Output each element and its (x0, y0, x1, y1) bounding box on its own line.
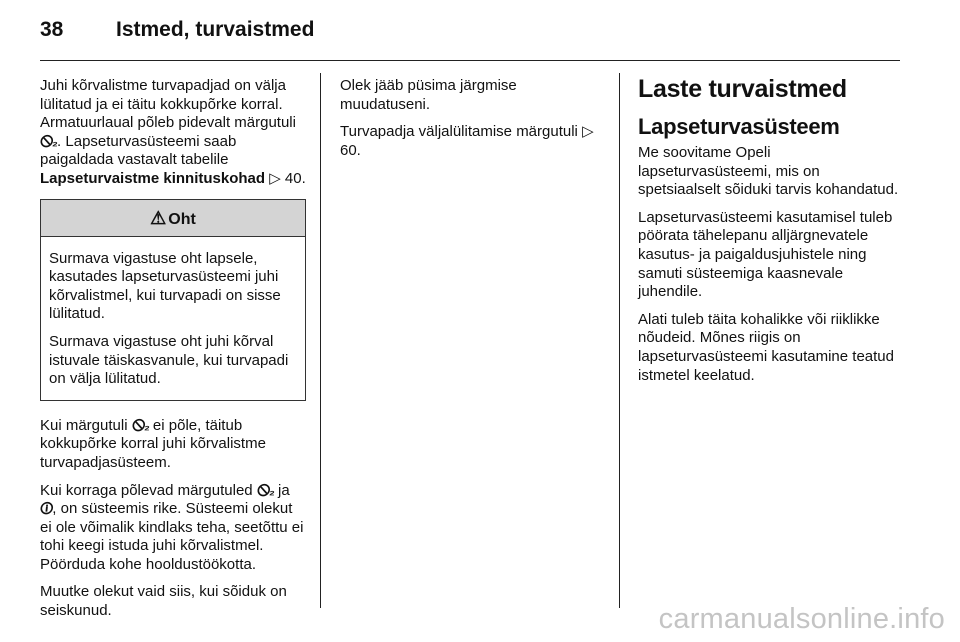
section-heading: Laste turvaistmed (638, 75, 847, 103)
warning-body (41, 237, 305, 400)
warning-triangle-icon: ⚠ (150, 207, 167, 228)
airbag-on-icon: 🛈 (39, 501, 54, 517)
paragraph: Me soovitame Opeli lapseturvasüsteemi, mis on spetsiaalselt sõiduki tarvis kohandatud. (638, 144, 899, 199)
column-2 (340, 77, 606, 169)
paragraph: Muutke olekut vaid siis, kui sõiduk on seiskunud. (40, 583, 287, 620)
column-3 (638, 77, 904, 394)
column-1 (40, 77, 306, 630)
airbag-off-icon: 🛇₂ (131, 417, 150, 433)
warning-box (40, 199, 306, 401)
column-divider-1 (320, 73, 321, 608)
paragraph: Juhi kõrvalistme turvapadjad on välja lülitatud ja ei täitu kokkupõrke korral. Armatuurlaual põleb pidevalt märgutuli 🛇₂. Lapseturvasüsteemi saab paigaldada vastavalt tabelile Lapseturvaistme kinnituskohad ▷ 40. (39, 77, 306, 187)
warning-text: Surmava vigastuse oht lapsele, kasutades lapseturvasüsteemi juhi kõrvalistmel, kui turvapadi on sisse lülitatud. (49, 249, 281, 323)
page-header (40, 18, 314, 42)
page-title: Istmed, turvaistmed (116, 18, 315, 41)
warning-title: Oht (168, 210, 196, 228)
page-number: 38 (40, 18, 64, 41)
header-rule (40, 60, 900, 61)
airbag-off-icon: 🛇₂ (256, 482, 275, 498)
warning-text: Surmava vigastuse oht juhi kõrval istuvale täiskasvanule, kui turvapadi on välja lülitatud. (49, 332, 289, 388)
reference-arrow-icon: ▷ (265, 169, 281, 187)
warning-header (41, 200, 305, 237)
airbag-off-icon: 🛇₂ (39, 133, 58, 149)
watermark: carmanualsonline.info (658, 603, 945, 635)
subsection-heading: Lapseturvasüsteem (638, 114, 840, 139)
reference-arrow-icon: ▷ (582, 123, 594, 141)
paragraph: Olek jääb püsima järgmise muudatuseni. (340, 77, 517, 113)
seat-mounting-link[interactable]: Lapseturvaistme kinnituskohad (40, 169, 266, 187)
paragraph: Turvapadja väljalülitamise märgutuli ▷ 60. (340, 123, 594, 159)
column-divider-2 (619, 73, 620, 608)
paragraph: Lapseturvasüsteemi kasutamisel tuleb pöörata tähelepanu alljärgnevatele kasutus- ja paigaldusjuhistele ning samuti süsteemiga kaasnevale juhendile. (638, 208, 893, 301)
paragraph: Kui märgutuli 🛇₂ ei põle, täitub kokkupõrke korral juhi kõrvalistme turvapadjasüsteem. (40, 416, 266, 471)
paragraph: Kui korraga põlevad märgutuled 🛇₂ ja 🛈, on süsteemis rike. Süsteemi olekut ei ole võimalik kindlaks teha, seetõttu ei tohi keegi istuda juhi kõrvalistmel. Pöörduda kohe hooldustöökotta. (39, 481, 304, 573)
paragraph: Alati tuleb täita kohalikke või riiklikke nõudeid. Mõnes riigis on lapseturvasüsteemi kasutamine teatud istmetel keelatud. (638, 310, 894, 384)
